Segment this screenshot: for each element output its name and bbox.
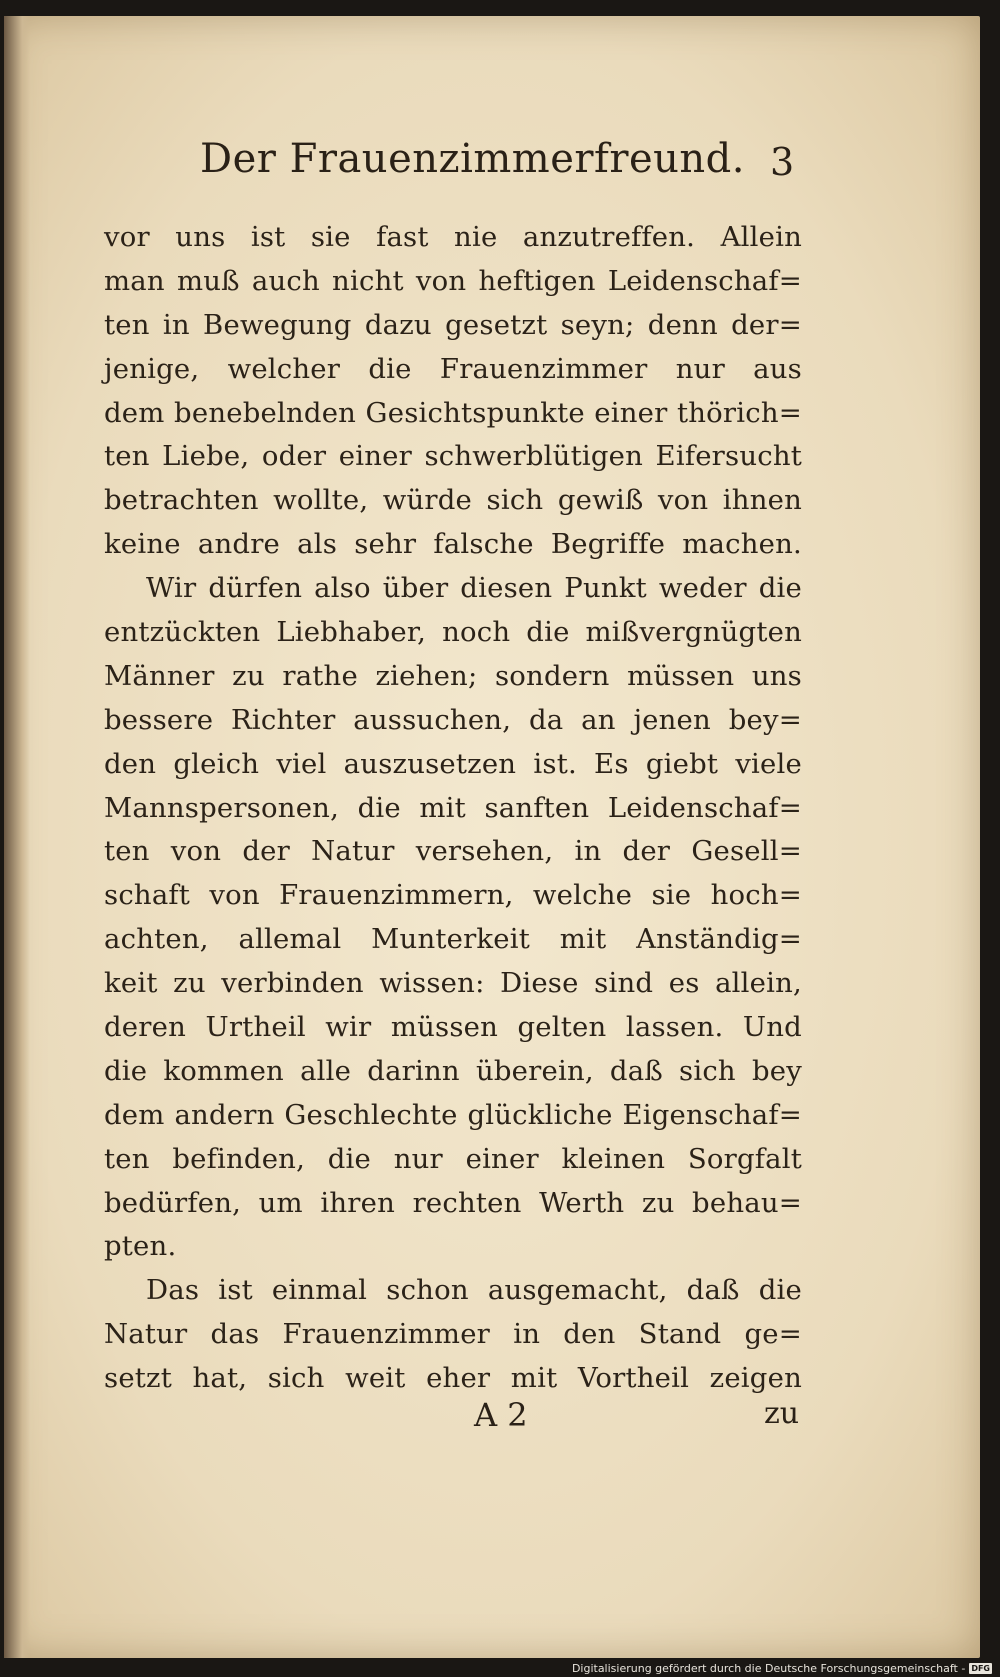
page-header	[4, 136, 980, 196]
text-line: Natur das Frauenzimmer in den Stand ge=	[104, 1318, 802, 1351]
text-line: setzt hat, sich weit eher mit Vortheil zeigen	[104, 1362, 802, 1395]
text-line: man muß auch nicht von heftigen Leidenschaf=	[104, 264, 802, 297]
text-line: bessere Richter aussuchen, da an jenen bey=	[104, 703, 802, 736]
text-line: keit zu verbinden wissen: Diese sind es allein,	[104, 967, 802, 1000]
signature-mark: A 2	[474, 1396, 528, 1434]
text-line: die kommen alle darinn überein, daß sich bey	[104, 1054, 802, 1087]
paragraph-start-line: Das ist einmal schon ausgemacht, daß die	[146, 1274, 802, 1307]
text-line: Männer zu rathe ziehen; sondern müssen uns	[104, 659, 802, 692]
paragraph-start-line: Wir dürfen also über diesen Punkt weder die	[146, 572, 802, 605]
text-line: ten in Bewegung dazu gesetzt seyn; denn der=	[104, 308, 802, 341]
digitization-credit	[572, 1662, 992, 1675]
body-text	[104, 216, 802, 1401]
text-line: ten von der Natur versehen, in der Gesell=	[104, 835, 802, 868]
text-line: schaft von Frauenzimmern, welche sie hoch=	[104, 879, 802, 912]
text-line: achten, allemal Munterkeit mit Anständig=	[104, 923, 802, 956]
text-line: dem benebelnden Gesichtspunkte einer thörich=	[104, 396, 802, 429]
text-line: dem andern Geschlechte glückliche Eigenschaf=	[104, 1098, 802, 1131]
dfg-logo: DFG	[971, 1664, 990, 1673]
text-line: den gleich viel auszusetzen ist. Es giebt viele	[104, 747, 802, 780]
page-footer	[4, 1396, 980, 1446]
text-line: bedürfen, um ihren rechten Werth zu behau=	[104, 1186, 802, 1219]
text-line: pten.	[104, 1230, 177, 1263]
credit-text: Digitalisierung gefördert durch die Deutsche Forschungsgemeinschaft -	[571, 1662, 966, 1675]
text-line: ten befinden, die nur einer kleinen Sorgfalt	[104, 1142, 802, 1175]
text-line: deren Urtheil wir müssen gelten lassen. Und	[104, 1011, 802, 1044]
text-line: betrachten wollte, würde sich gewiß von ihnen	[104, 484, 802, 517]
text-line: jenige, welcher die Frauenzimmer nur aus	[104, 352, 802, 385]
text-line: Mannspersonen, die mit sanften Leidenschaf=	[104, 791, 802, 824]
page-number: 3	[770, 140, 795, 184]
book-page	[4, 16, 980, 1658]
catchword: zu	[764, 1396, 800, 1431]
text-line: ten Liebe, oder einer schwerblütigen Eifersucht	[104, 440, 802, 473]
text-line: vor uns ist sie fast nie anzutreffen. Allein	[104, 221, 802, 253]
text-line: keine andre als sehr falsche Begriffe machen.	[104, 528, 802, 561]
running-title: Der Frauenzimmerfreund.	[200, 136, 745, 182]
text-line: entzückten Liebhaber, noch die mißvergnügten	[104, 616, 802, 649]
